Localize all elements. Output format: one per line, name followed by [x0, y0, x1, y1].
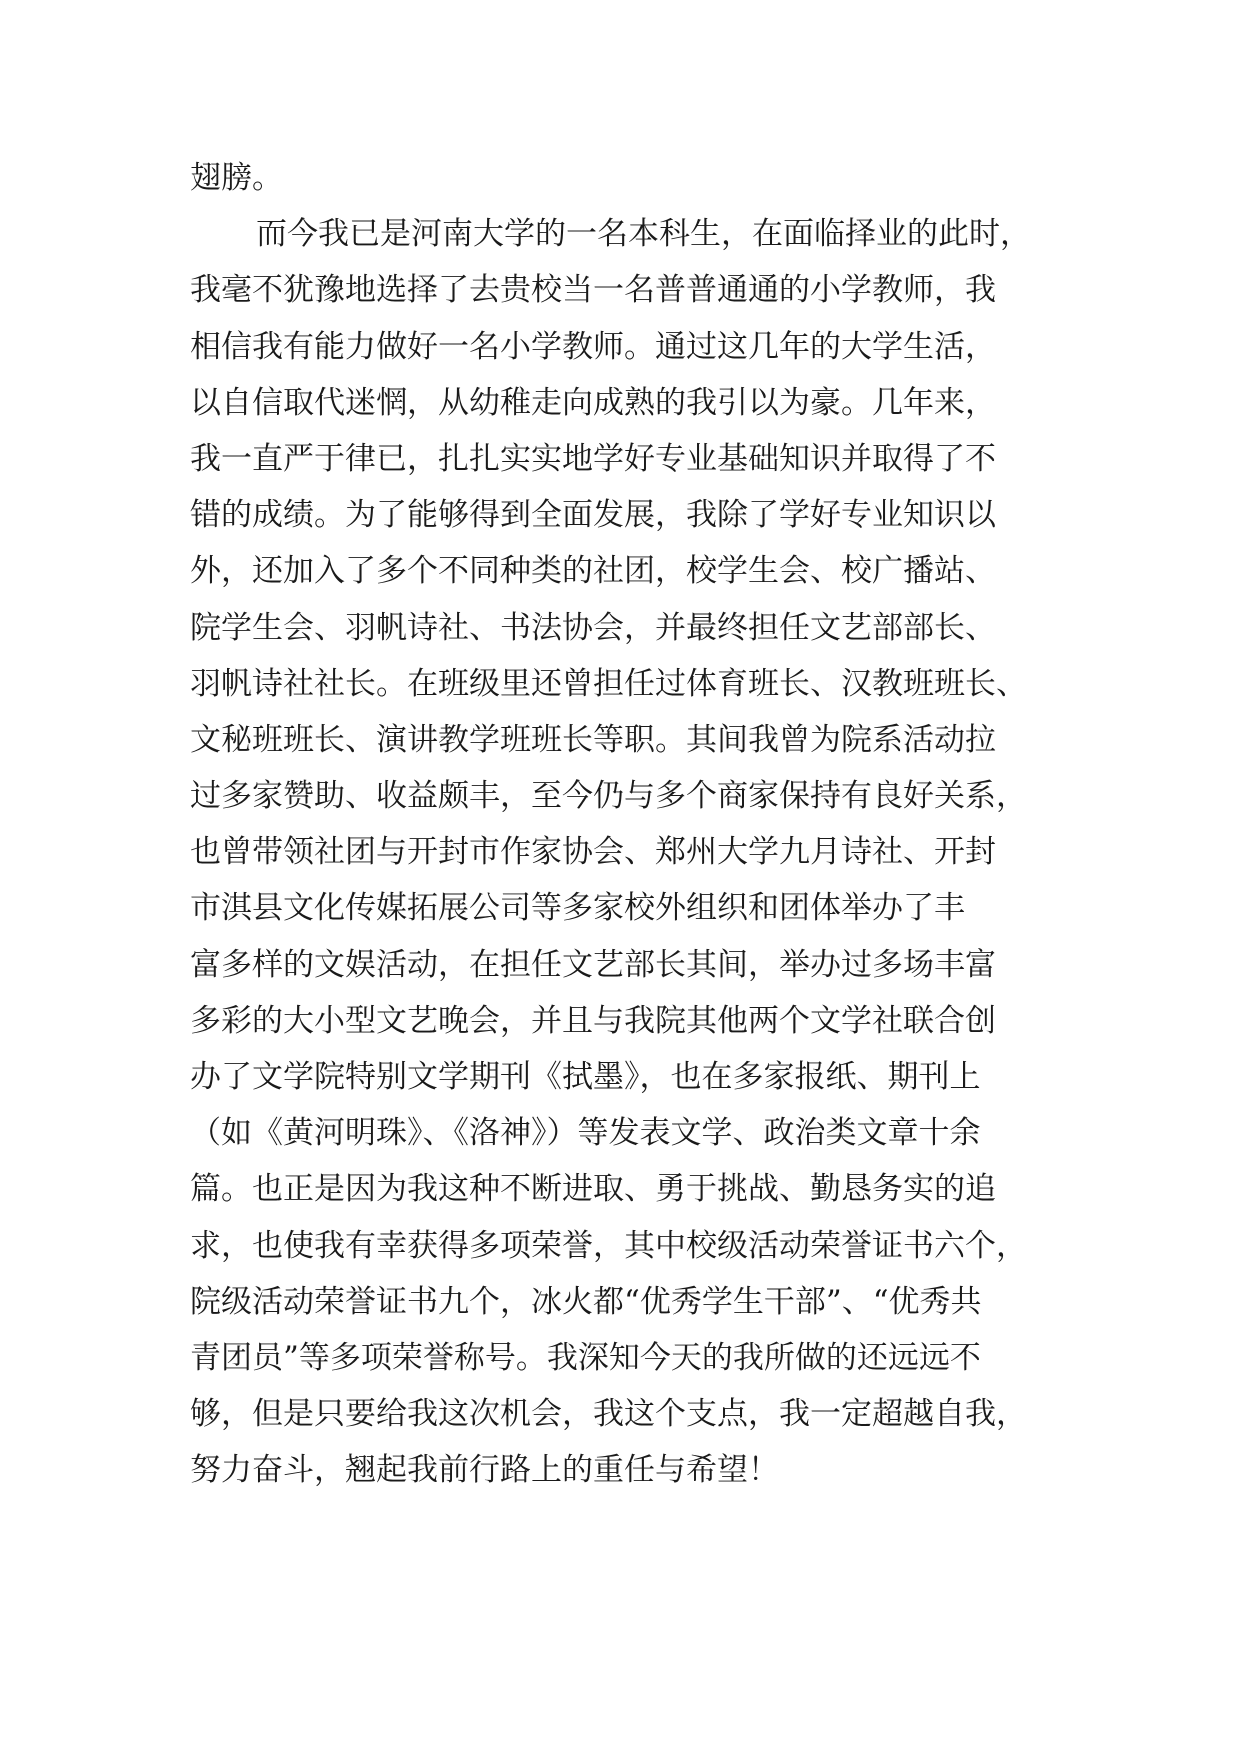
text-line: 院学生会、羽帆诗社、书法协会，并最终担任文艺部部长、	[190, 609, 996, 646]
paragraph-start-line: 而今我已是河南大学的一名本科生，在面临择业的此时，	[256, 216, 1031, 253]
text-line: 市淇县文化传媒拓展公司等多家校外组织和团体举办了丰	[190, 890, 965, 927]
text-line: 羽帆诗社社长。在班级里还曾担任过体育班长、汉教班班长、	[190, 665, 1027, 702]
text-line: 篇。也正是因为我这种不断进取、勇于挑战、勤恳务实的追	[190, 1171, 996, 1208]
text-line: 错的成绩。为了能够得到全面发展，我除了学好专业知识以	[190, 497, 996, 534]
text-line: 努力奋斗，翘起我前行路上的重任与希望！	[190, 1452, 779, 1489]
text-line: 外，还加入了多个不同种类的社团，校学生会、校广播站、	[190, 553, 996, 590]
text-line: 也曾带领社团与开封市作家协会、郑州大学九月诗社、开封	[190, 834, 996, 871]
text-line: 院级活动荣誉证书九个，冰火都“优秀学生干部”、“优秀共	[190, 1283, 982, 1320]
text-line: 文秘班班长、演讲教学班班长等职。其间我曾为院系活动拉	[190, 721, 996, 758]
text-line: 相信我有能力做好一名小学教师。通过这几年的大学生活，	[190, 328, 996, 365]
text-line: 我一直严于律已，扎扎实实地学好专业基础知识并取得了不	[190, 440, 996, 477]
text-line: 多彩的大小型文艺晚会，并且与我院其他两个文学社联合创	[190, 1002, 996, 1039]
text-line: 以自信取代迷惘，从幼稚走向成熟的我引以为豪。几年来，	[190, 384, 996, 421]
text-line: 青团员”等多项荣誉称号。我深知今天的我所做的还远远不	[190, 1339, 981, 1376]
text-line: 富多样的文娱活动，在担任文艺部长其间，举办过多场丰富	[190, 946, 996, 983]
text-line: 办了文学院特别文学期刊《拭墨》，也在多家报纸、期刊上	[190, 1059, 981, 1095]
body-text	[190, 150, 1090, 1499]
text-line: 过多家赞助、收益颇丰，至今仍与多个商家保持有良好关系，	[190, 778, 1027, 815]
text-line: 我毫不犹豫地选择了去贵校当一名普普通通的小学教师，我	[190, 272, 996, 309]
text-line: 翅膀。	[190, 160, 283, 196]
text-line: （如《黄河明珠》、《洛神》）等发表文学、政治类文章十余	[190, 1115, 981, 1152]
text-line: 求，也使我有幸获得多项荣誉，其中校级活动荣誉证书六个，	[190, 1227, 1027, 1264]
text-line: 够，但是只要给我这次机会，我这个支点，我一定超越自我，	[190, 1396, 1027, 1433]
